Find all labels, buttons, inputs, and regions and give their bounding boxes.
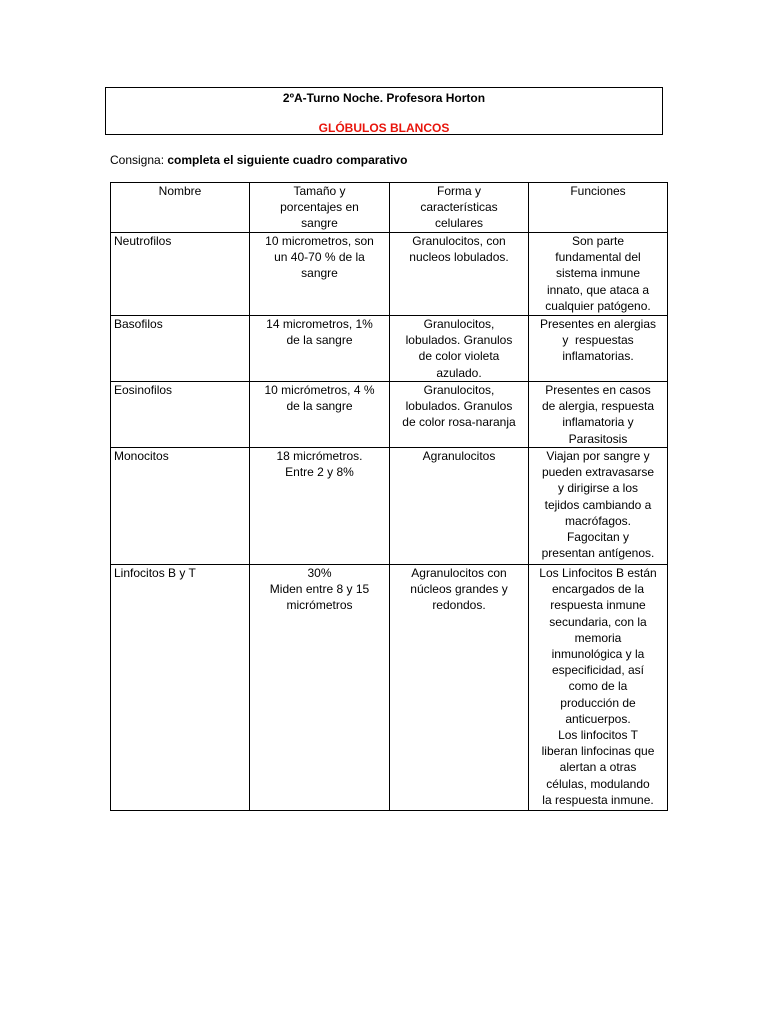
cell-text: Fagocitan y	[566, 530, 630, 545]
cell-tamano	[250, 565, 390, 811]
cell-nombre	[111, 448, 250, 565]
header-text: celulares	[434, 216, 484, 231]
cell-tamano	[250, 382, 390, 448]
cell-nombre	[111, 316, 250, 382]
cell-funciones	[529, 448, 668, 565]
cell-text: Miden entre 8 y 15	[269, 582, 370, 597]
cell-tamano	[250, 233, 390, 316]
cell-text: como de la	[568, 679, 628, 694]
cell-text: encargados de la	[551, 582, 645, 597]
cell-text: de color violeta	[418, 349, 500, 364]
cell-text: 10 micrómetros, 4 %	[264, 383, 375, 397]
cell-text: producción de	[560, 695, 636, 710]
page-title: 2ºA-Turno Noche. Profesora Horton	[282, 91, 486, 105]
cell-text: Linfocitos B y T	[114, 566, 196, 580]
header-cell-nombre	[111, 183, 250, 233]
cell-text: redondos.	[432, 598, 486, 613]
cell-text: tejidos cambiando a	[544, 497, 652, 512]
table-row	[111, 233, 668, 316]
cell-text: alertan a otras	[559, 760, 637, 775]
cell-text: presentan antígenos.	[541, 546, 655, 561]
cell-text: respuesta inmune	[550, 598, 646, 613]
cell-forma	[390, 448, 529, 565]
cell-text: Eosinofilos	[114, 383, 173, 397]
cell-text: de color rosa-naranja	[402, 415, 516, 430]
cell-text: pueden extravasarse	[541, 465, 655, 480]
cell-text: lobulados. Granulos	[405, 333, 513, 348]
cell-text: de la sangre	[286, 333, 353, 348]
cell-text: Los Linfocitos B están	[539, 566, 657, 580]
header-text: Forma y	[436, 184, 481, 198]
cell-forma	[390, 316, 529, 382]
cell-text: sangre	[301, 266, 338, 281]
cell-text: lobulados. Granulos	[405, 399, 513, 414]
cell-forma	[390, 565, 529, 811]
cell-text: 18 micrómetros.	[276, 449, 363, 463]
cell-text: Basofilos	[114, 317, 163, 331]
cell-nombre	[111, 233, 250, 316]
cell-text: Parasitosis	[568, 431, 628, 446]
table-row	[111, 382, 668, 448]
cell-text: Granulocitos, con	[412, 234, 506, 248]
cell-text: de la sangre	[286, 399, 353, 414]
table-row	[111, 565, 668, 811]
header-text: sangre	[301, 216, 338, 231]
consigna-line	[110, 152, 407, 168]
table-header-row	[111, 183, 668, 233]
cell-funciones	[529, 233, 668, 316]
cell-text: Monocitos	[114, 449, 169, 463]
cell-text: especificidad, así	[551, 663, 645, 678]
header-text: Funciones	[570, 184, 626, 198]
cell-text: inmunológica y la	[551, 647, 645, 662]
cell-text: Agranulocitos con	[411, 566, 507, 580]
cell-text: Neutrofilos	[114, 234, 172, 248]
header-cell-funciones	[529, 183, 668, 233]
cell-text: Entre 2 y 8%	[285, 465, 354, 480]
cell-text: Presentes en alergias	[539, 317, 657, 331]
header-cell-tamano	[250, 183, 390, 233]
cell-text: 30%	[307, 566, 332, 580]
cell-text: la respuesta inmune.	[542, 792, 654, 807]
cell-text: y dirigirse a los	[557, 481, 639, 496]
cell-text: inflamatorias.	[562, 349, 634, 364]
cell-text: azulado.	[436, 365, 482, 380]
cell-nombre	[111, 565, 250, 811]
cell-text: nucleos lobulados.	[409, 250, 509, 265]
cell-text: micrómetros	[286, 598, 353, 613]
cell-tamano	[250, 448, 390, 565]
cell-text: memoria	[574, 630, 622, 645]
cell-text: Los linfocitos T	[558, 728, 638, 743]
cell-funciones	[529, 316, 668, 382]
cell-text: 14 micrometros, 1%	[266, 317, 373, 331]
cell-text: cualquier patógeno.	[545, 298, 651, 313]
cell-text: inflamatoria y	[562, 415, 634, 430]
header-cell-forma	[390, 183, 529, 233]
table-row	[111, 316, 668, 382]
cell-text: liberan linfocinas que	[541, 744, 655, 759]
table-row	[111, 448, 668, 565]
cell-text: células, modulando	[546, 776, 650, 791]
cell-funciones	[529, 565, 668, 811]
cell-text: 10 micrometros, son	[265, 234, 374, 248]
header-text: Tamaño y	[293, 184, 346, 198]
header-text: Nombre	[158, 184, 202, 198]
cell-text: innato, que ataca a	[546, 282, 650, 297]
cell-text: Viajan por sangre y	[546, 449, 650, 463]
cell-text: Son parte	[571, 234, 625, 248]
cell-forma	[390, 233, 529, 316]
cell-forma	[390, 382, 529, 448]
cell-text: y respuestas	[562, 333, 634, 348]
cell-text: Agranulocitos	[422, 449, 496, 463]
header-box	[105, 87, 663, 135]
cell-text: secundaria, con la	[549, 614, 647, 629]
cell-text: de alergia, respuesta	[541, 399, 655, 414]
consigna-text: completa el siguiente cuadro comparativo	[167, 153, 408, 167]
cell-text: anticuerpos.	[565, 711, 631, 726]
cell-text: núcleos grandes y	[410, 582, 508, 597]
cell-text: un 40-70 % de la	[274, 250, 365, 265]
consigna-label: Consigna:	[110, 153, 168, 167]
cell-tamano	[250, 316, 390, 382]
cell-text: fundamental del	[555, 250, 641, 265]
cell-text: Granulocitos,	[423, 383, 495, 397]
header-text: porcentajes en	[280, 200, 359, 215]
header-text: características	[420, 200, 498, 215]
comparison-table	[110, 182, 668, 811]
page-subtitle: GLÓBULOS BLANCOS	[318, 121, 450, 135]
cell-funciones	[529, 382, 668, 448]
cell-text: Granulocitos,	[423, 317, 495, 331]
cell-text: Presentes en casos	[545, 383, 651, 397]
cell-text: sistema inmune	[555, 266, 641, 281]
cell-text: macrófagos.	[564, 513, 632, 528]
cell-nombre	[111, 382, 250, 448]
